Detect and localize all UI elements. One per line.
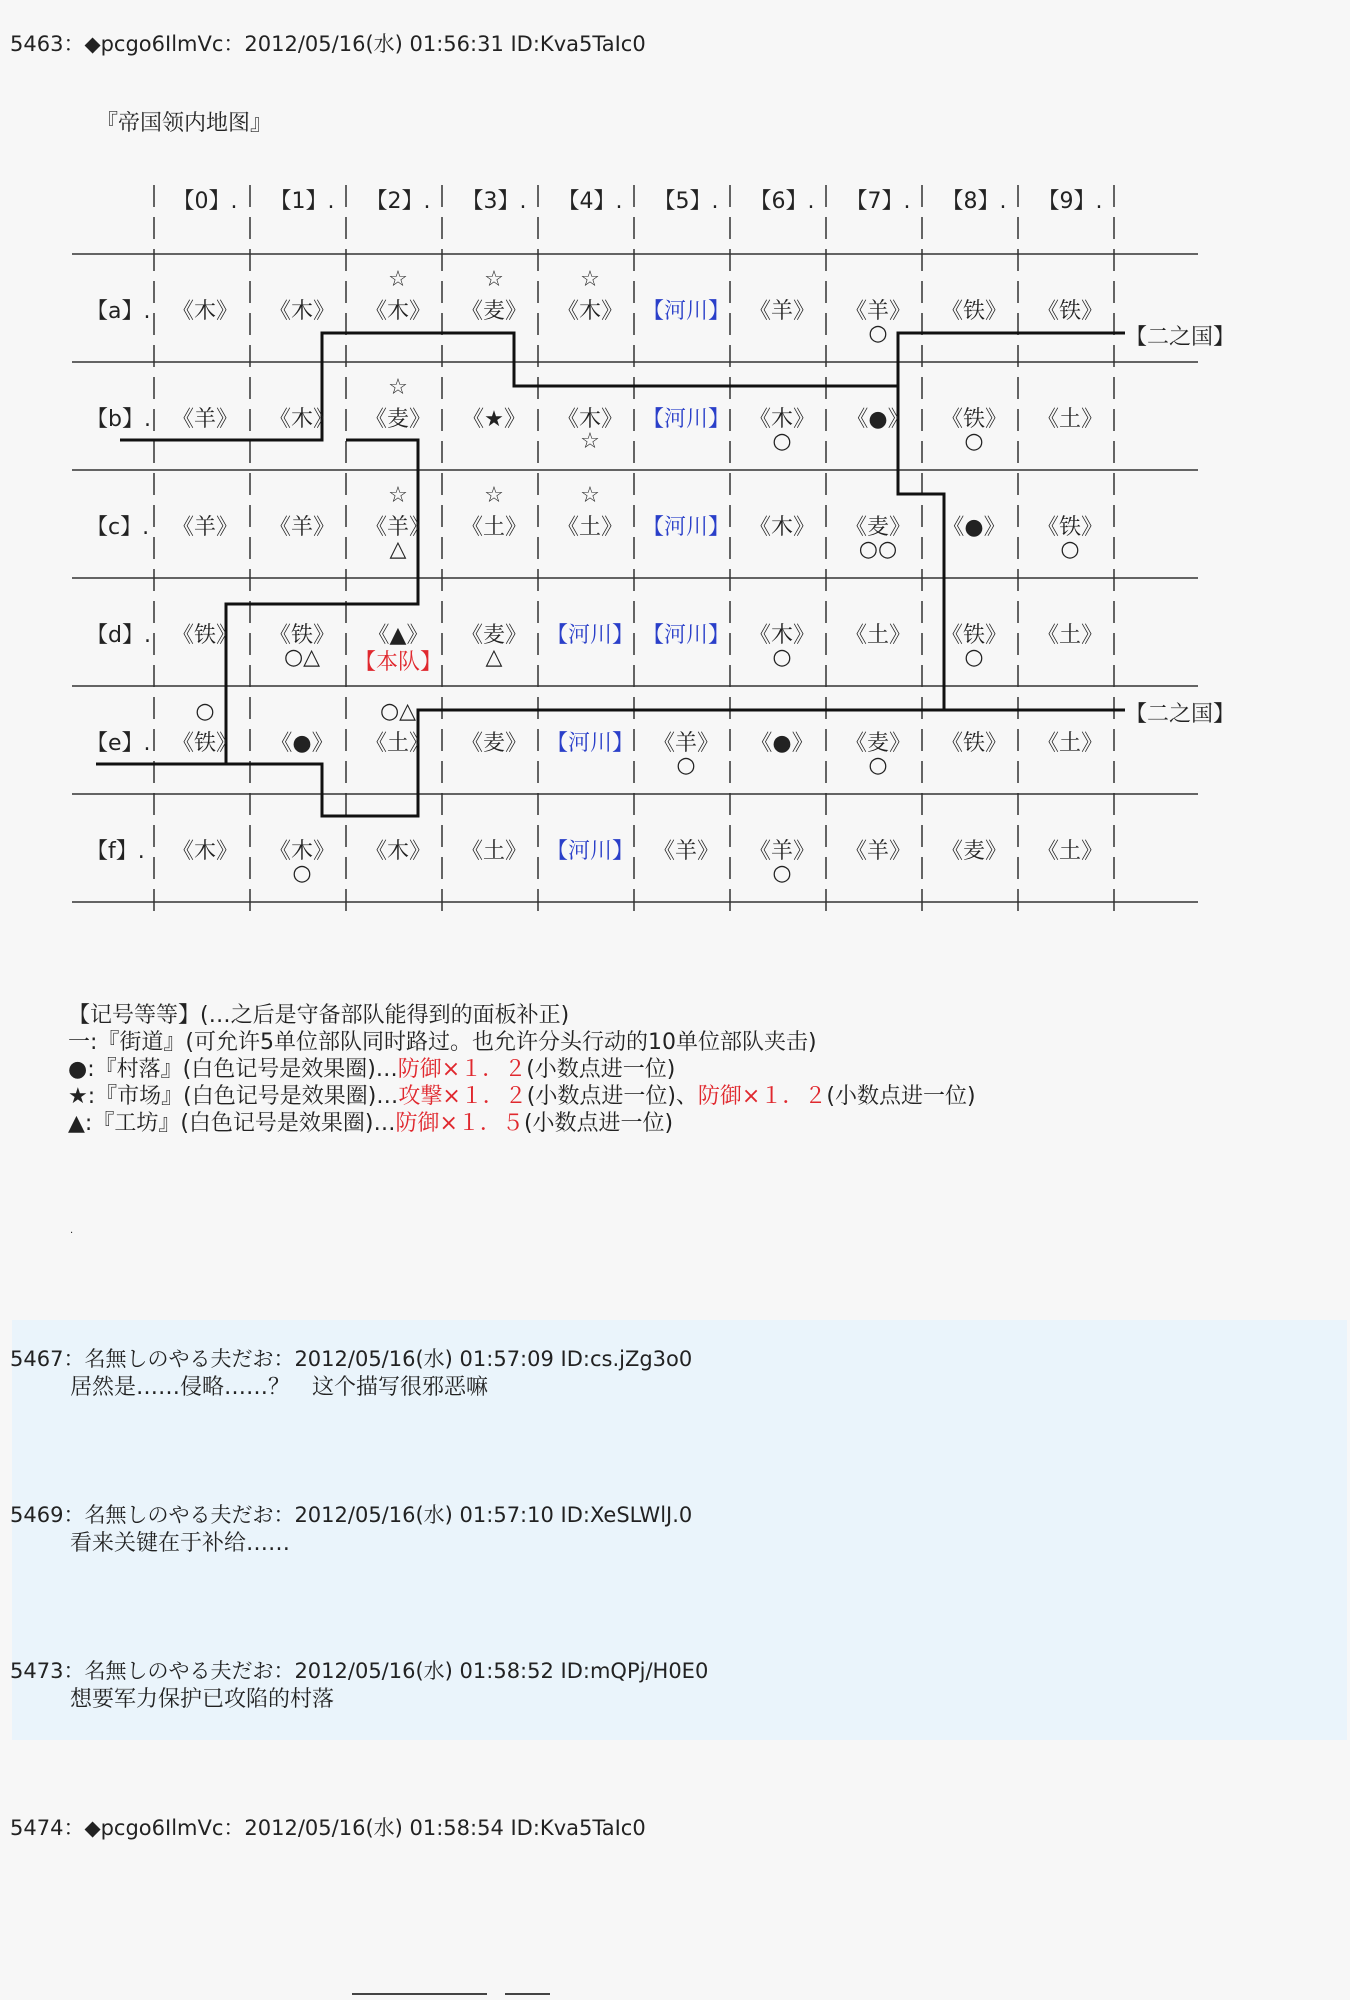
- map-cell: 《木》: [171, 299, 239, 324]
- map-col-label: 【1】.: [269, 189, 335, 214]
- post-header: 5463：◆pcgo6IlmVc：2012/05/16(水) 01:56:31 ID:Kva5TaIc0: [10, 32, 646, 56]
- map-cell: 《●》: [846, 407, 910, 432]
- map-cell-marker-below: △: [389, 537, 407, 562]
- map-cell: 《木》: [748, 515, 816, 540]
- post-header: 5469：名無しのやる夫だお：2012/05/16(水) 01:57:10 ID:XeSLWlJ.0: [10, 1503, 693, 1527]
- map-cell: 《羊》: [364, 515, 432, 540]
- legend-workshop-text: ▲:『工坊』(白色记号是效果圈)…: [68, 1111, 396, 1136]
- legend-village-note: (小数点进一位): [526, 1057, 676, 1082]
- map-cell: 《土》: [460, 839, 528, 864]
- map-title: 『帝国领内地图』: [96, 111, 273, 136]
- legend-market-note-2: (小数点进一位): [826, 1084, 976, 1109]
- post-body: 看来关键在于补给……: [70, 1531, 291, 1556]
- map-cell: 【河川】: [641, 407, 731, 432]
- map-cell-marker-above: ☆: [388, 267, 408, 292]
- map-cell: 《木》: [268, 839, 336, 864]
- map-cell: 《羊》: [652, 839, 720, 864]
- map-cell: 《麦》: [844, 731, 912, 756]
- map-cell: 《木》: [268, 299, 336, 324]
- map-cell: 《●》: [270, 731, 334, 756]
- legend-market-note: (小数点进一位)、: [526, 1084, 698, 1109]
- map-cell-marker-below: ○: [868, 321, 888, 346]
- map-col-label: 【0】.: [172, 189, 238, 214]
- map-cell-marker-below: ○: [772, 861, 792, 886]
- map-cell-marker-below: ☆: [580, 429, 600, 454]
- map-cell-marker-below: ○: [964, 645, 984, 670]
- map-cell-marker-below: ○: [292, 861, 312, 886]
- map-col-label: 【7】.: [845, 189, 911, 214]
- post-header: 5473：名無しのやる夫だお：2012/05/16(水) 01:58:52 ID:mQPj/H0E0: [10, 1659, 709, 1683]
- map-cell: 【河川】: [545, 731, 635, 756]
- map-cell: 《土》: [1036, 839, 1104, 864]
- post-continuation-line: [505, 1993, 550, 1995]
- map-cell-marker-above: ○△: [379, 699, 417, 724]
- map-cell: 《羊》: [748, 839, 816, 864]
- map-cell: 《铁》: [940, 299, 1008, 324]
- map-cell: 《土》: [1036, 407, 1104, 432]
- map-row-label: 【d】.: [86, 623, 151, 648]
- legend-village-bonus: 防御×１．２: [397, 1057, 527, 1082]
- map-cell: 《羊》: [844, 299, 912, 324]
- stray-dot: .: [70, 1225, 74, 1236]
- map-cell: 《羊》: [652, 731, 720, 756]
- map-cell: 《木》: [268, 407, 336, 432]
- map-cell: 【河川】: [545, 623, 635, 648]
- map-cell: 《铁》: [940, 407, 1008, 432]
- map-cell-marker-above: ☆: [580, 483, 600, 508]
- map-cell: 《铁》: [1036, 299, 1104, 324]
- map-cell: 《麦》: [364, 407, 432, 432]
- map-cell-marker-below: 【本队】: [353, 650, 443, 675]
- map-cell: 《木》: [364, 839, 432, 864]
- map-cell: 《铁》: [940, 731, 1008, 756]
- map-row-label: 【f】.: [86, 839, 145, 864]
- map-cell-marker-below: ○: [772, 645, 792, 670]
- legend-workshop-note: (小数点进一位): [523, 1111, 674, 1136]
- map-cell: 【河川】: [641, 623, 731, 648]
- map-col-label: 【6】.: [749, 189, 815, 214]
- map-cell: 《土》: [1036, 623, 1104, 648]
- legend-workshop: [68, 1106, 673, 1137]
- map-cell: 《麦》: [460, 623, 528, 648]
- post-body: 想要军力保护已攻陷的村落: [70, 1687, 335, 1712]
- map-cell: 【河川】: [641, 299, 731, 324]
- map-cell-marker-above: ☆: [484, 267, 504, 292]
- legend-market-text: ★:『市场』(白色记号是效果圈)…: [68, 1084, 399, 1109]
- map-cell: 《麦》: [460, 731, 528, 756]
- map-cell: 《木》: [748, 407, 816, 432]
- map-cell-marker-above: ○: [195, 699, 215, 724]
- map-cell: 《麦》: [940, 839, 1008, 864]
- map-cell: 《铁》: [268, 623, 336, 648]
- map-cell: 《●》: [942, 515, 1006, 540]
- map-cell-marker-above: ☆: [388, 375, 408, 400]
- map-cell-marker-above: ☆: [484, 483, 504, 508]
- map-cell: 《木》: [364, 299, 432, 324]
- map-cell-marker-below: ○: [964, 429, 984, 454]
- post-header: 5474：◆pcgo6IlmVc：2012/05/16(水) 01:58:54 ID:Kva5TaIc0: [10, 1816, 646, 1840]
- post-header: 5467：名無しのやる夫だお：2012/05/16(水) 01:57:09 ID:cs.jZg3o0: [10, 1347, 693, 1371]
- map-cell-marker-below: ○: [676, 753, 696, 778]
- map-cell: 《▲》: [367, 623, 429, 648]
- map-cell-marker-above: ☆: [580, 267, 600, 292]
- map-cell: 《羊》: [748, 299, 816, 324]
- map-cell-marker-below: △: [485, 645, 503, 670]
- map-cell: 《羊》: [268, 515, 336, 540]
- map-row-label: 【c】.: [86, 515, 150, 540]
- legend-road-text: 一:『街道』(可允许5单位部队同时路过。也允许分头行动的10单位部队夹击): [68, 1030, 817, 1055]
- map-row-label: 【a】.: [86, 299, 151, 324]
- map-cell: 《●》: [750, 731, 814, 756]
- neighbor-country-label: 【二之国】: [1125, 325, 1236, 350]
- legend-workshop-bonus: 防御×１．５: [395, 1111, 524, 1136]
- map-cell: 《羊》: [171, 515, 239, 540]
- map-col-label: 【4】.: [557, 189, 623, 214]
- map-col-label: 【2】.: [365, 189, 431, 214]
- map-col-label: 【8】.: [941, 189, 1007, 214]
- map-cell: 【河川】: [641, 515, 731, 540]
- map-cell-marker-below: ○○: [858, 537, 898, 562]
- map-cell: 《土》: [1036, 731, 1104, 756]
- post-continuation-line: [352, 1993, 487, 1995]
- map-cell-marker-above: ☆: [388, 483, 408, 508]
- map-cell: 《木》: [171, 839, 239, 864]
- map-cell-marker-below: ○: [1060, 537, 1080, 562]
- map-cell: 《铁》: [171, 623, 239, 648]
- map-row-label: 【b】.: [86, 407, 151, 432]
- map-cell: 《羊》: [844, 839, 912, 864]
- neighbor-country-label: 【二之国】: [1125, 702, 1236, 727]
- map-cell-marker-below: ○: [772, 429, 792, 454]
- legend-market-bonus-defense: 防御×１．２: [697, 1084, 827, 1109]
- map-cell-marker-below: ○: [868, 753, 888, 778]
- map-cell: 《木》: [556, 407, 624, 432]
- map-cell: 《木》: [748, 623, 816, 648]
- map-cell: 《铁》: [1036, 515, 1104, 540]
- map-cell: 《铁》: [940, 623, 1008, 648]
- map-col-label: 【9】.: [1037, 189, 1103, 214]
- map-cell: 《铁》: [171, 731, 239, 756]
- map-grid: [0, 0, 1350, 920]
- legend-village-text: ●:『村落』(白色记号是效果圈)…: [68, 1057, 398, 1082]
- map-cell: 《羊》: [171, 407, 239, 432]
- legend-title: 【记号等等】(…之后是守备部队能得到的面板补正): [68, 1003, 570, 1028]
- map-cell: 《土》: [460, 515, 528, 540]
- map-cell: 《木》: [556, 299, 624, 324]
- map-cell: 《土》: [844, 623, 912, 648]
- map-cell: 【河川】: [545, 839, 635, 864]
- map-cell: 《★》: [462, 407, 526, 432]
- map-row-label: 【e】.: [86, 731, 151, 756]
- map-cell: 《麦》: [460, 299, 528, 324]
- map-col-label: 【5】.: [653, 189, 719, 214]
- map-cell: 《土》: [556, 515, 624, 540]
- map-cell: 《麦》: [844, 515, 912, 540]
- map-cell-marker-below: ○△: [283, 645, 321, 670]
- post-body: 居然是……侵略……？ 这个描写很邪恶嘛: [70, 1375, 489, 1400]
- map-col-label: 【3】.: [461, 189, 527, 214]
- map-cell: 《土》: [364, 731, 432, 756]
- legend-market-bonus-attack: 攻撃×１．２: [398, 1084, 527, 1109]
